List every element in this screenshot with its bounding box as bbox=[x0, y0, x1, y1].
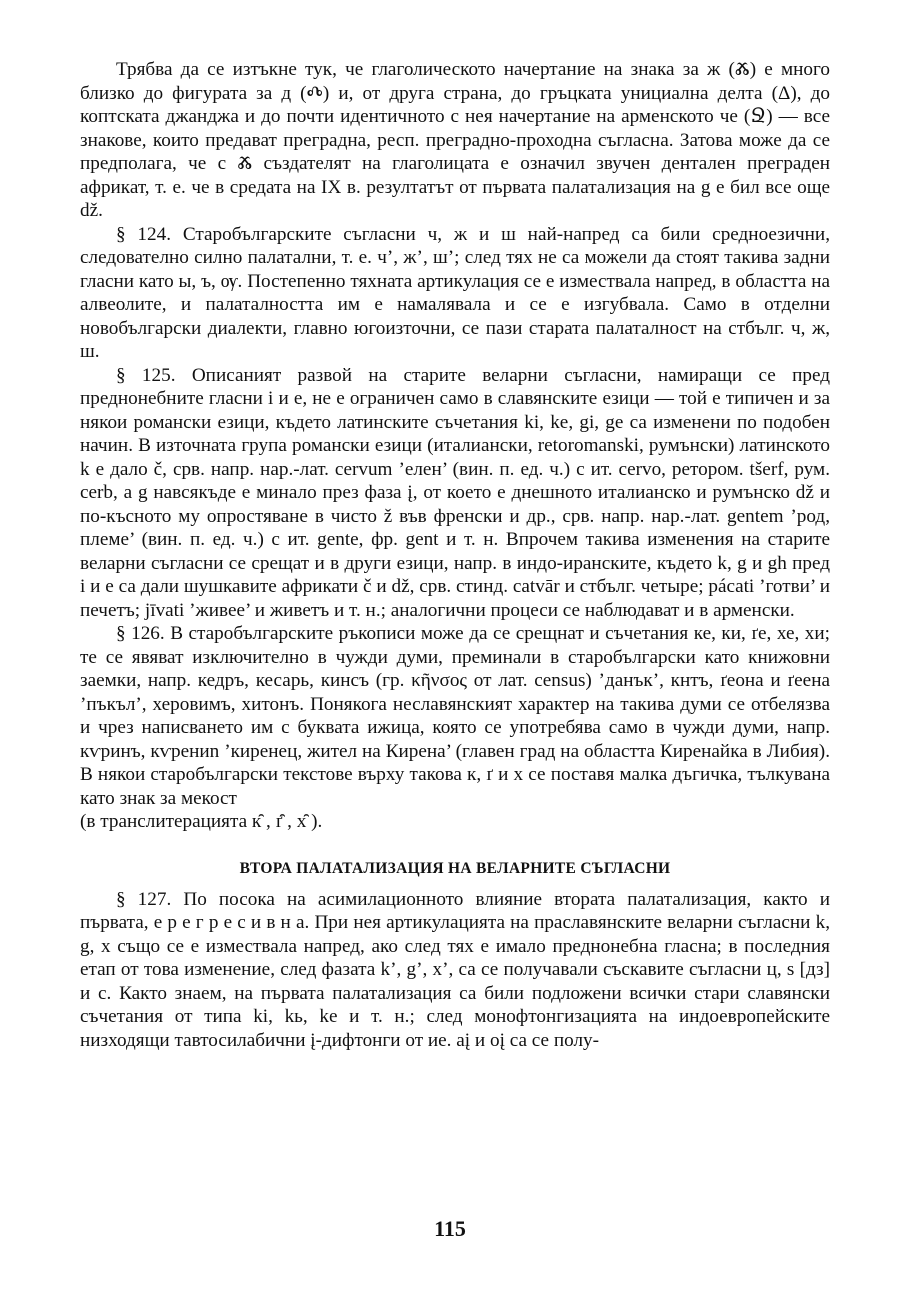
paragraph-section-124: § 124. Старобългарските съгласни ч, ж и ш най-напред са били средноезични, следователно силно палатални, т. е. ч’, ж’, ш’; след тях не са можели да стоят такива задни гласни като ы, ъ, ѹ. Постепенно тяхната артикулация се е измествала напред, в областта на алвеолите, и палаталността им е намалявала и се е изгубвала. Само в отделни новобългарски диалекти, главно югоизточни, се пази старата палаталност на стбълг. ч, ж, ш. bbox=[80, 223, 830, 362]
paragraph-section-125: § 125. Описаният развой на старите веларни съгласни, намиращи се пред преднонебните гласни i и e, не е ограничен само в славянските езици — той е типичен и за някои романски езици, където латинските съчетания ki, ke, gi, ge са изменени по подобен начин. В източната група романски езици (италиански, retoromanski, румънски) латинското k е дало č, срв. напр. нар.-лат. cervum ’елен’ (вин. п. ед. ч.) с ит. cervo, ретором. tšerf, рум. cerb, а g навсякъде е минало през фаза į, от което е днешното италианско и румънско dž и по-късното му опростяване в чисто ž във френски и др., срв. напр. нар.-лат. gentem ’род, племе’ (вин. п. ед. ч.) с ит. gente, фр. gent и т. н. Впрочем такива изменения на старите веларни съгласни се срещат и в други езици, напр. в индо-иранските, където k, g и gh пред i и e са дали шушкавите африкати č и dž, срв. стинд. catvār и стбълг. четыре; pácati ’готви’ и печетъ; jīvati ’живее’ и живетъ и т. н.; аналогични процеси се наблюдават и в арменски. bbox=[80, 364, 830, 621]
paragraph-section-127: § 127. По посока на асимилационното влияние втората палатализация, както и първата, е р е г р е с и в н а. При нея артикулацията на праславянските веларни съгласни k, g, x също се е измествала напред, ако след тях е имало преднонебна гласна; в последния етап от това изменение, след фазата k’, g’, x’, са се получавали съскавите съгласни ц, ѕ [дз] и с. Както знаем, на първата палатализация са били подложени всички стари славянски съчетания от типа ki, kь, ke и т. н.; след монофтонгизацията на индоевропейските низходящи тавтосилабични į-дифтонги от ие. aį и oį са се полу- bbox=[80, 888, 830, 1051]
paragraph-section-126: § 126. В старобългарските ръкописи може да се срещнат и съчетания ке, ки, ґе, хе, хи; те се явяват изключително в чужди думи, преминали в старобългарски като книжовни заемки, напр. кедръ, кесарь, кинсъ (гр. κῆνσος от лат. census) ’данък’, кнтъ, ґеона и ґеена ’пъкъл’, херовимъ, хитонъ. Понякога неславянският характер на такива думи се отбелязва и чрез написването им с буквата ижица, която се употребява само в чужди думи, напр. кѵринъ, кѵрениn ’киренец, жител на Кирена’ (главен град на областта Киренайка в Либия). В някои старобългарски текстове върху такова к, ґ и х се поставя малка дъгичка, тълкувана като знак за мекост bbox=[80, 623, 830, 809]
page-number: 115 bbox=[434, 1216, 466, 1241]
paragraph-section-126-transliteration: (в транслитерацията к̑ , ґ̑ , х̑ ). bbox=[80, 811, 323, 832]
section-heading: ВТОРА ПАЛАТАЛИЗАЦИЯ НА ВЕЛАРНИТЕ СЪГЛАСНИ bbox=[239, 859, 671, 877]
page-body bbox=[80, 58, 830, 1052]
paragraph-intro: Трябва да се изтъкне тук, че глаголическото начертание на знака за ж (Ⰶ) е много близко до фигурата за д (Ⰴ) и, от друга страна, до гръцката унициална делта (Δ), до коптската джанджа и до почти идентичното с нея начертание на арменското че (Ջ) — все знакове, които предават преградна, респ. преградно-проходна съгласна. Затова може да се предполага, че с Ⰶ създателят на глаголицата е означил звучен дентален преграден африкат, т. е. че в средата на IX в. резултатът от първата палатализация на g е бил все още dž. bbox=[80, 59, 830, 221]
